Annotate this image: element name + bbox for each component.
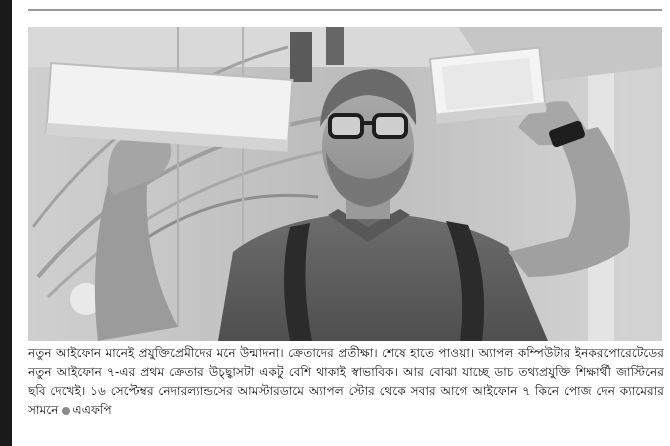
photo-credit: এএফপি (72, 403, 112, 417)
page-edge-bar (0, 0, 12, 446)
top-divider (28, 9, 662, 11)
caption-text: নতুন আইফোন মানেই প্রযুক্তিপ্রেমীদের মনে উন্মাদনা। ক্রেতাদের প্রতীক্ষা। শেষে হাতে পাওয়া। অ্যাপল কম্পিউটার ইনকরপোরেটেডের নতুন আইফোন ৭-এর প্রথম ক্রেতার উচ্ছ্বাসটা একটু বেশি থাকাই স্বাভাবিক। আর বোঝা যাচ্ছে ডাচ তথ্যপ্রযুক্তি শিক্ষার্থী জাস্টিনের ছবি দেখেই। ১৬ সেপ্টেম্বর নেদারল্যান্ডসের আমস্টারডামে অ্যাপল স্টোর থেকে সবার আগে আইফোন ৭ কিনে পোজ দেন ক্যামেরার সামনে (28, 346, 664, 417)
photo-illustration (28, 27, 662, 341)
photo-caption (28, 344, 664, 420)
news-photo (28, 27, 662, 341)
bullet-dot-icon (62, 407, 70, 415)
